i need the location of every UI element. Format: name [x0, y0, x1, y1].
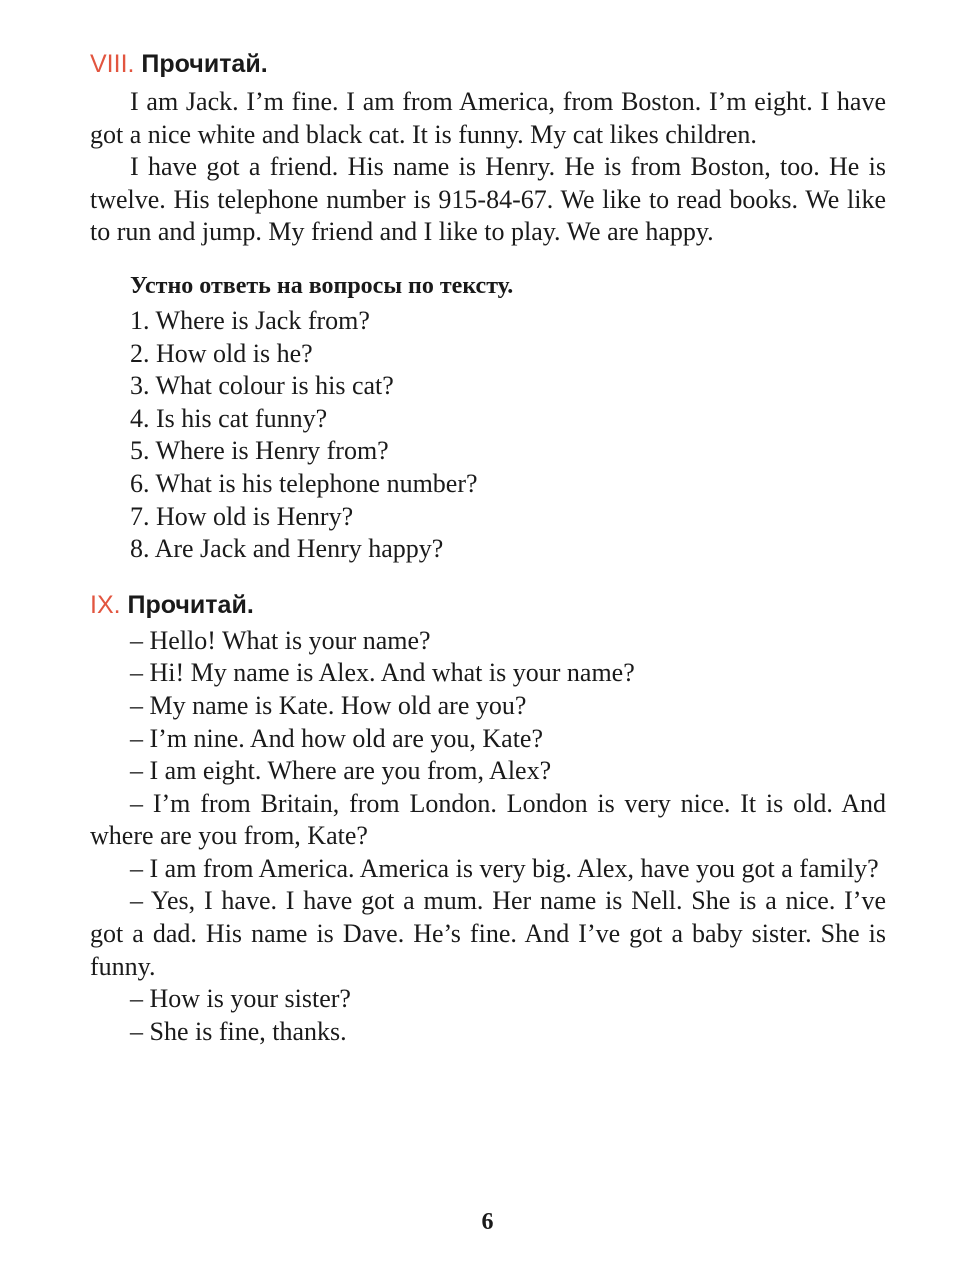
exercise-ix — [90, 589, 886, 1049]
exercise-viii-number: VIII. — [90, 50, 135, 78]
question-item: 5. Where is Henry from? — [130, 436, 389, 466]
exercise-viii — [90, 48, 886, 566]
exercise-ix-title: Прочитай. — [127, 590, 254, 619]
exercise-ix-number: IX. — [90, 590, 121, 619]
dialogue-line: – Hi! My name is Alex. And what is your name? — [130, 658, 635, 688]
question-list — [90, 305, 886, 566]
page-number: 6 — [481, 1209, 494, 1235]
exercise-viii-heading — [90, 48, 886, 81]
question-item: 2. How old is he? — [130, 338, 313, 368]
dialogue-line: – I’m from Britain, from London. London is very nice. It is old. And where are you from, Kate? — [90, 788, 886, 851]
dialogue-line: – How is your sister? — [130, 984, 351, 1014]
dialogue-line: – I am from America. America is very big. Alex, have you got a family? — [130, 853, 879, 883]
question-item: 4. Is his cat funny? — [130, 403, 328, 433]
exercise-viii-title: Прочитай. — [141, 50, 268, 78]
dialogue-line: – My name is Kate. How old are you? — [130, 690, 527, 720]
dialogue-line: – I’m nine. And how old are you, Kate? — [130, 723, 544, 753]
dialogue-line: – I am eight. Where are you from, Alex? — [130, 756, 552, 786]
question-item: 3. What colour is his cat? — [130, 371, 394, 401]
dialogue-line: – She is fine, thanks. — [130, 1016, 347, 1046]
exercise-ix-heading — [90, 589, 886, 622]
page-content — [90, 48, 886, 1048]
text-paragraph: I have got a friend. His name is Henry. He is from Boston, too. He is twelve. His telephone number is 915-84-67. We like to read books. We like to run and jump. My friend and I like to play. We are happy. — [90, 152, 886, 247]
dialogue-line: – Hello! What is your name? — [130, 625, 431, 655]
task-instruction: Устно ответь на вопросы по тексту. — [130, 272, 514, 299]
question-item: 1. Where is Jack from? — [130, 305, 370, 335]
question-item: 7. How old is Henry? — [130, 501, 354, 531]
text-paragraph: I am Jack. I’m fine. I am from America, from Boston. I’m eight. I have got a nice white and black cat. It is funny. My cat likes children. — [90, 87, 886, 149]
question-item: 8. Are Jack and Henry happy? — [130, 534, 444, 564]
question-item: 6. What is his telephone number? — [130, 468, 478, 498]
dialogue-line: – Yes, I have. I have got a mum. Her name is Nell. She is a nice. I’ve got a dad. His name is Dave. He’s fine. And I’ve got a baby sister. She is funny. — [90, 886, 886, 981]
